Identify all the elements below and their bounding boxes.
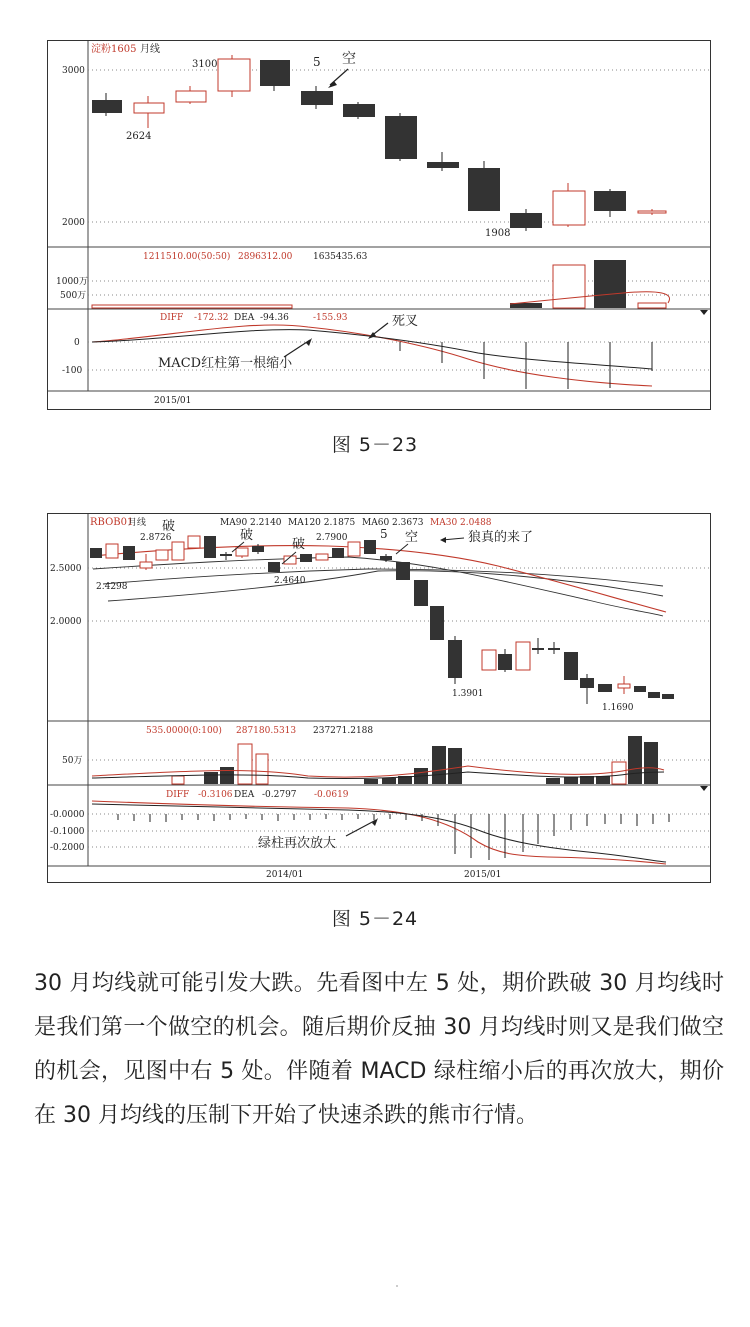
chart2-diff-label: DIFF — [166, 790, 190, 800]
chart2-ma120: MA120 2.1875 — [288, 518, 356, 528]
chart2-short-label: 空 — [405, 530, 419, 545]
chart1-five-label: 5 — [313, 55, 321, 69]
chart1-macd-tick-100: -100 — [62, 366, 83, 376]
chart2-ytick-2.5: 2.5000 — [50, 564, 82, 574]
chart2-ma30: MA30 2.0488 — [430, 518, 492, 528]
chart1-vol-tick-500: 500万 — [60, 291, 87, 301]
chart2-period: 月线 — [128, 518, 147, 528]
chart2-title: RBOB01 — [90, 517, 134, 528]
chart2-macd-tick-2: -0.2000 — [50, 843, 85, 853]
chart1-vol-tick-1000: 1000万 — [56, 277, 88, 287]
chart1-short-label: 空 — [342, 51, 356, 67]
chart2-diff-value: -0.3106 — [198, 790, 233, 800]
chart2-price-p6: 1.1690 — [602, 703, 634, 713]
chart2-vol-v2: 287180.5313 — [236, 726, 297, 736]
chart2-ma90: MA90 2.2140 — [220, 518, 282, 528]
chart1-low-left-label: 2624 — [126, 131, 152, 142]
chart2-macd-tick-1: -0.1000 — [50, 827, 85, 837]
chart2-po-label-3: 破 — [292, 537, 306, 552]
chart1-macd-note: MACD红柱第一根缩小 — [158, 356, 293, 371]
figure-caption-5-23: 图 5－23 — [331, 434, 419, 456]
chart1-macd-tick-0: 0 — [74, 338, 80, 348]
chart2-price-p5: 1.3901 — [452, 689, 484, 699]
chart2-price-p2: 2.4298 — [96, 582, 128, 592]
chart1-volume-bars — [92, 260, 670, 308]
chart-fig-5-23 — [47, 40, 711, 410]
chart2-dea-value: -0.2797 — [262, 790, 297, 800]
chart1-low-right-label: 1908 — [485, 228, 511, 239]
chart2-ytick-2.0: 2.0000 — [50, 617, 82, 627]
chart1-candles — [92, 55, 666, 231]
body-paragraph: 30 月均线就可能引发大跌。先看图中左 5 处，期价跌破 30 月均线时是我们第一个做空的机会。随后期价反抽 30 月均线时则又是我们做空的机会，见图中右 5 处。伴随着 MACD 绿柱缩小后的再次放大，期价在 30 月均线的压制下开始了快速杀跌的熊市行情。 — [34, 971, 724, 1128]
chart2-price-p3: 2.4640 — [274, 576, 306, 586]
chart-fig-5-24 — [47, 513, 711, 883]
chart2-vol-tick-50: 50万 — [62, 756, 83, 766]
chart2-price-p1: 2.8726 — [140, 533, 172, 543]
chart1-ytick-3000: 3000 — [62, 66, 85, 76]
chart2-macd-lines — [92, 801, 666, 864]
chart1-dea-label: DEA — [234, 313, 255, 323]
chart2-x-label-2015: 2015/01 — [464, 870, 502, 880]
chart2-wolf-label: 狼真的来了 — [468, 530, 534, 545]
chart2-x-label-2014: 2014/01 — [266, 870, 304, 880]
chart2-volume-bars — [92, 736, 664, 784]
chart1-vol-v3: 1635435.63 — [313, 252, 368, 262]
chart2-vol-v3: 237271.2188 — [313, 726, 374, 736]
page-speck — [396, 1285, 398, 1287]
chart2-po-label-1: 破 — [162, 519, 176, 534]
chart1-period: 月线 — [140, 44, 160, 55]
chart2-five-label: 5 — [380, 527, 388, 541]
chart1-vol-v1: 1211510.00(50:50) — [143, 252, 231, 262]
figure-caption-5-24: 图 5－24 — [331, 908, 419, 930]
chart1-title: 淀粉1605 — [91, 44, 137, 55]
chart2-candles — [90, 536, 674, 704]
chart1-death-cross-label: 死叉 — [392, 314, 419, 329]
chart2-price-p4: 2.7900 — [316, 533, 348, 543]
chart2-vol-v1: 535.0000(0:100) — [146, 726, 222, 736]
chart2-ma60: MA60 2.3673 — [362, 518, 424, 528]
chart1-ytick-2000: 2000 — [62, 218, 85, 228]
chart1-diff-label: DIFF — [160, 313, 184, 323]
chart1-macd-value: -155.93 — [313, 313, 348, 323]
chart2-green-note: 绿柱再次放大 — [258, 836, 337, 851]
chart2-macd-tick-0: -0.0000 — [50, 810, 85, 820]
chart2-macd-value: -0.0619 — [314, 790, 349, 800]
chart1-high-label: 3100 — [192, 59, 218, 70]
chart1-vol-v2: 2896312.00 — [238, 252, 293, 262]
chart1-dea-value: -94.36 — [260, 313, 289, 323]
chart2-dea-label: DEA — [234, 790, 255, 800]
chart1-diff-value: -172.32 — [194, 313, 229, 323]
chart1-x-label: 2015/01 — [154, 396, 192, 406]
chart2-macd-histogram — [118, 814, 669, 860]
chart2-po-label-2: 破 — [240, 528, 254, 543]
